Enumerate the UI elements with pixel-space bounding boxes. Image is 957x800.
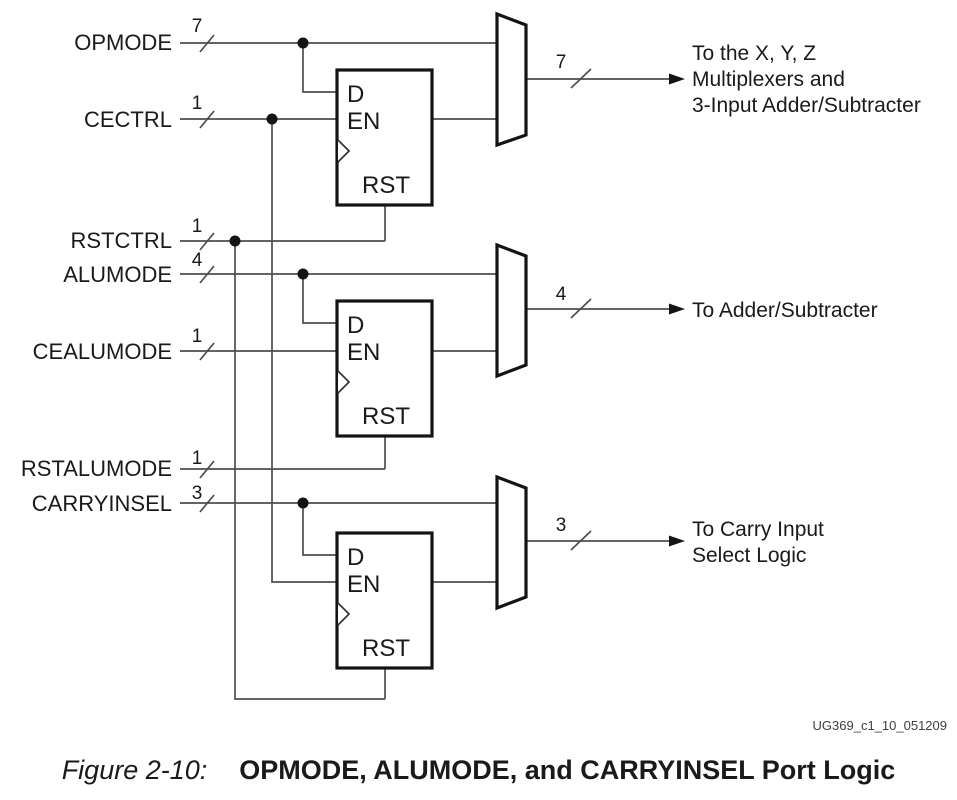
bus-width-rstalumode: 1 — [191, 448, 203, 469]
bus-width-out1: 7 — [555, 52, 567, 73]
figure-caption — [0, 755, 957, 786]
output-destination-addsub — [692, 298, 878, 324]
figure-number-label: Figure 2-10: — [61, 755, 208, 785]
output-destination-carry — [692, 517, 824, 569]
output-destination-xyz — [692, 41, 921, 119]
arrowhead-out3 — [669, 536, 685, 547]
signal-label-carryinsel: CARRYINSEL — [31, 491, 172, 516]
wire-opmode-to-d — [303, 43, 337, 92]
junction-dot-carryinsel — [298, 498, 309, 509]
signal-label-rstalumode: RSTALUMODE — [20, 456, 172, 481]
bus-width-alumode: 4 — [191, 250, 203, 271]
output-text-line: To Adder/Subtracter — [692, 299, 878, 322]
bus-width-out2: 4 — [555, 284, 567, 305]
bus-width-out3: 3 — [555, 515, 567, 536]
register-pin-en: EN — [347, 339, 381, 366]
mux-carryinsel — [497, 477, 526, 608]
figure-title: OPMODE, ALUMODE, and CARRYINSEL Port Logic — [239, 755, 896, 785]
bus-width-carryinsel: 3 — [191, 483, 203, 504]
output-text-line: To Carry Input — [692, 518, 824, 541]
register-pin-en: EN — [347, 108, 381, 135]
register-pin-d: D — [347, 312, 365, 339]
wire-alumode-to-d — [303, 274, 337, 323]
mux-alumode — [497, 245, 526, 376]
junction-dot-alumode — [298, 269, 309, 280]
output-text-line: Select Logic — [692, 544, 807, 567]
arrowhead-out2 — [669, 304, 685, 315]
arrowhead-out1 — [669, 74, 685, 85]
register-pin-en: EN — [347, 571, 381, 598]
signal-label-opmode: OPMODE — [74, 30, 172, 55]
register-pin-rst: RST — [362, 635, 410, 662]
register-pin-rst: RST — [362, 172, 410, 199]
mux-opmode — [497, 14, 526, 145]
output-text-line: Multiplexers and — [692, 68, 845, 91]
signal-label-cectrl: CECTRL — [83, 107, 172, 132]
signal-label-rstctrl: RSTCTRL — [70, 228, 172, 253]
signal-label-cealumode: CEALUMODE — [32, 339, 172, 364]
register-pin-rst: RST — [362, 403, 410, 430]
register-pin-d: D — [347, 81, 365, 108]
wire-carryinsel-to-d — [303, 503, 337, 555]
output-text-line: 3-Input Adder/Subtracter — [692, 94, 921, 117]
junction-dot-opmode — [298, 38, 309, 49]
output-text-line: To the X, Y, Z — [692, 42, 817, 65]
signal-label-alumode: ALUMODE — [63, 262, 172, 287]
bus-width-rstctrl: 1 — [191, 216, 203, 237]
junction-dot-rstctrl — [230, 236, 241, 247]
bus-width-opmode: 7 — [191, 16, 203, 37]
junction-dot-cectrl — [267, 114, 278, 125]
bus-width-cectrl: 1 — [191, 93, 203, 114]
bus-width-cealumode: 1 — [191, 326, 203, 347]
register-pin-d: D — [347, 544, 365, 571]
document-watermark: UG369_c1_10_051209 — [812, 718, 947, 733]
